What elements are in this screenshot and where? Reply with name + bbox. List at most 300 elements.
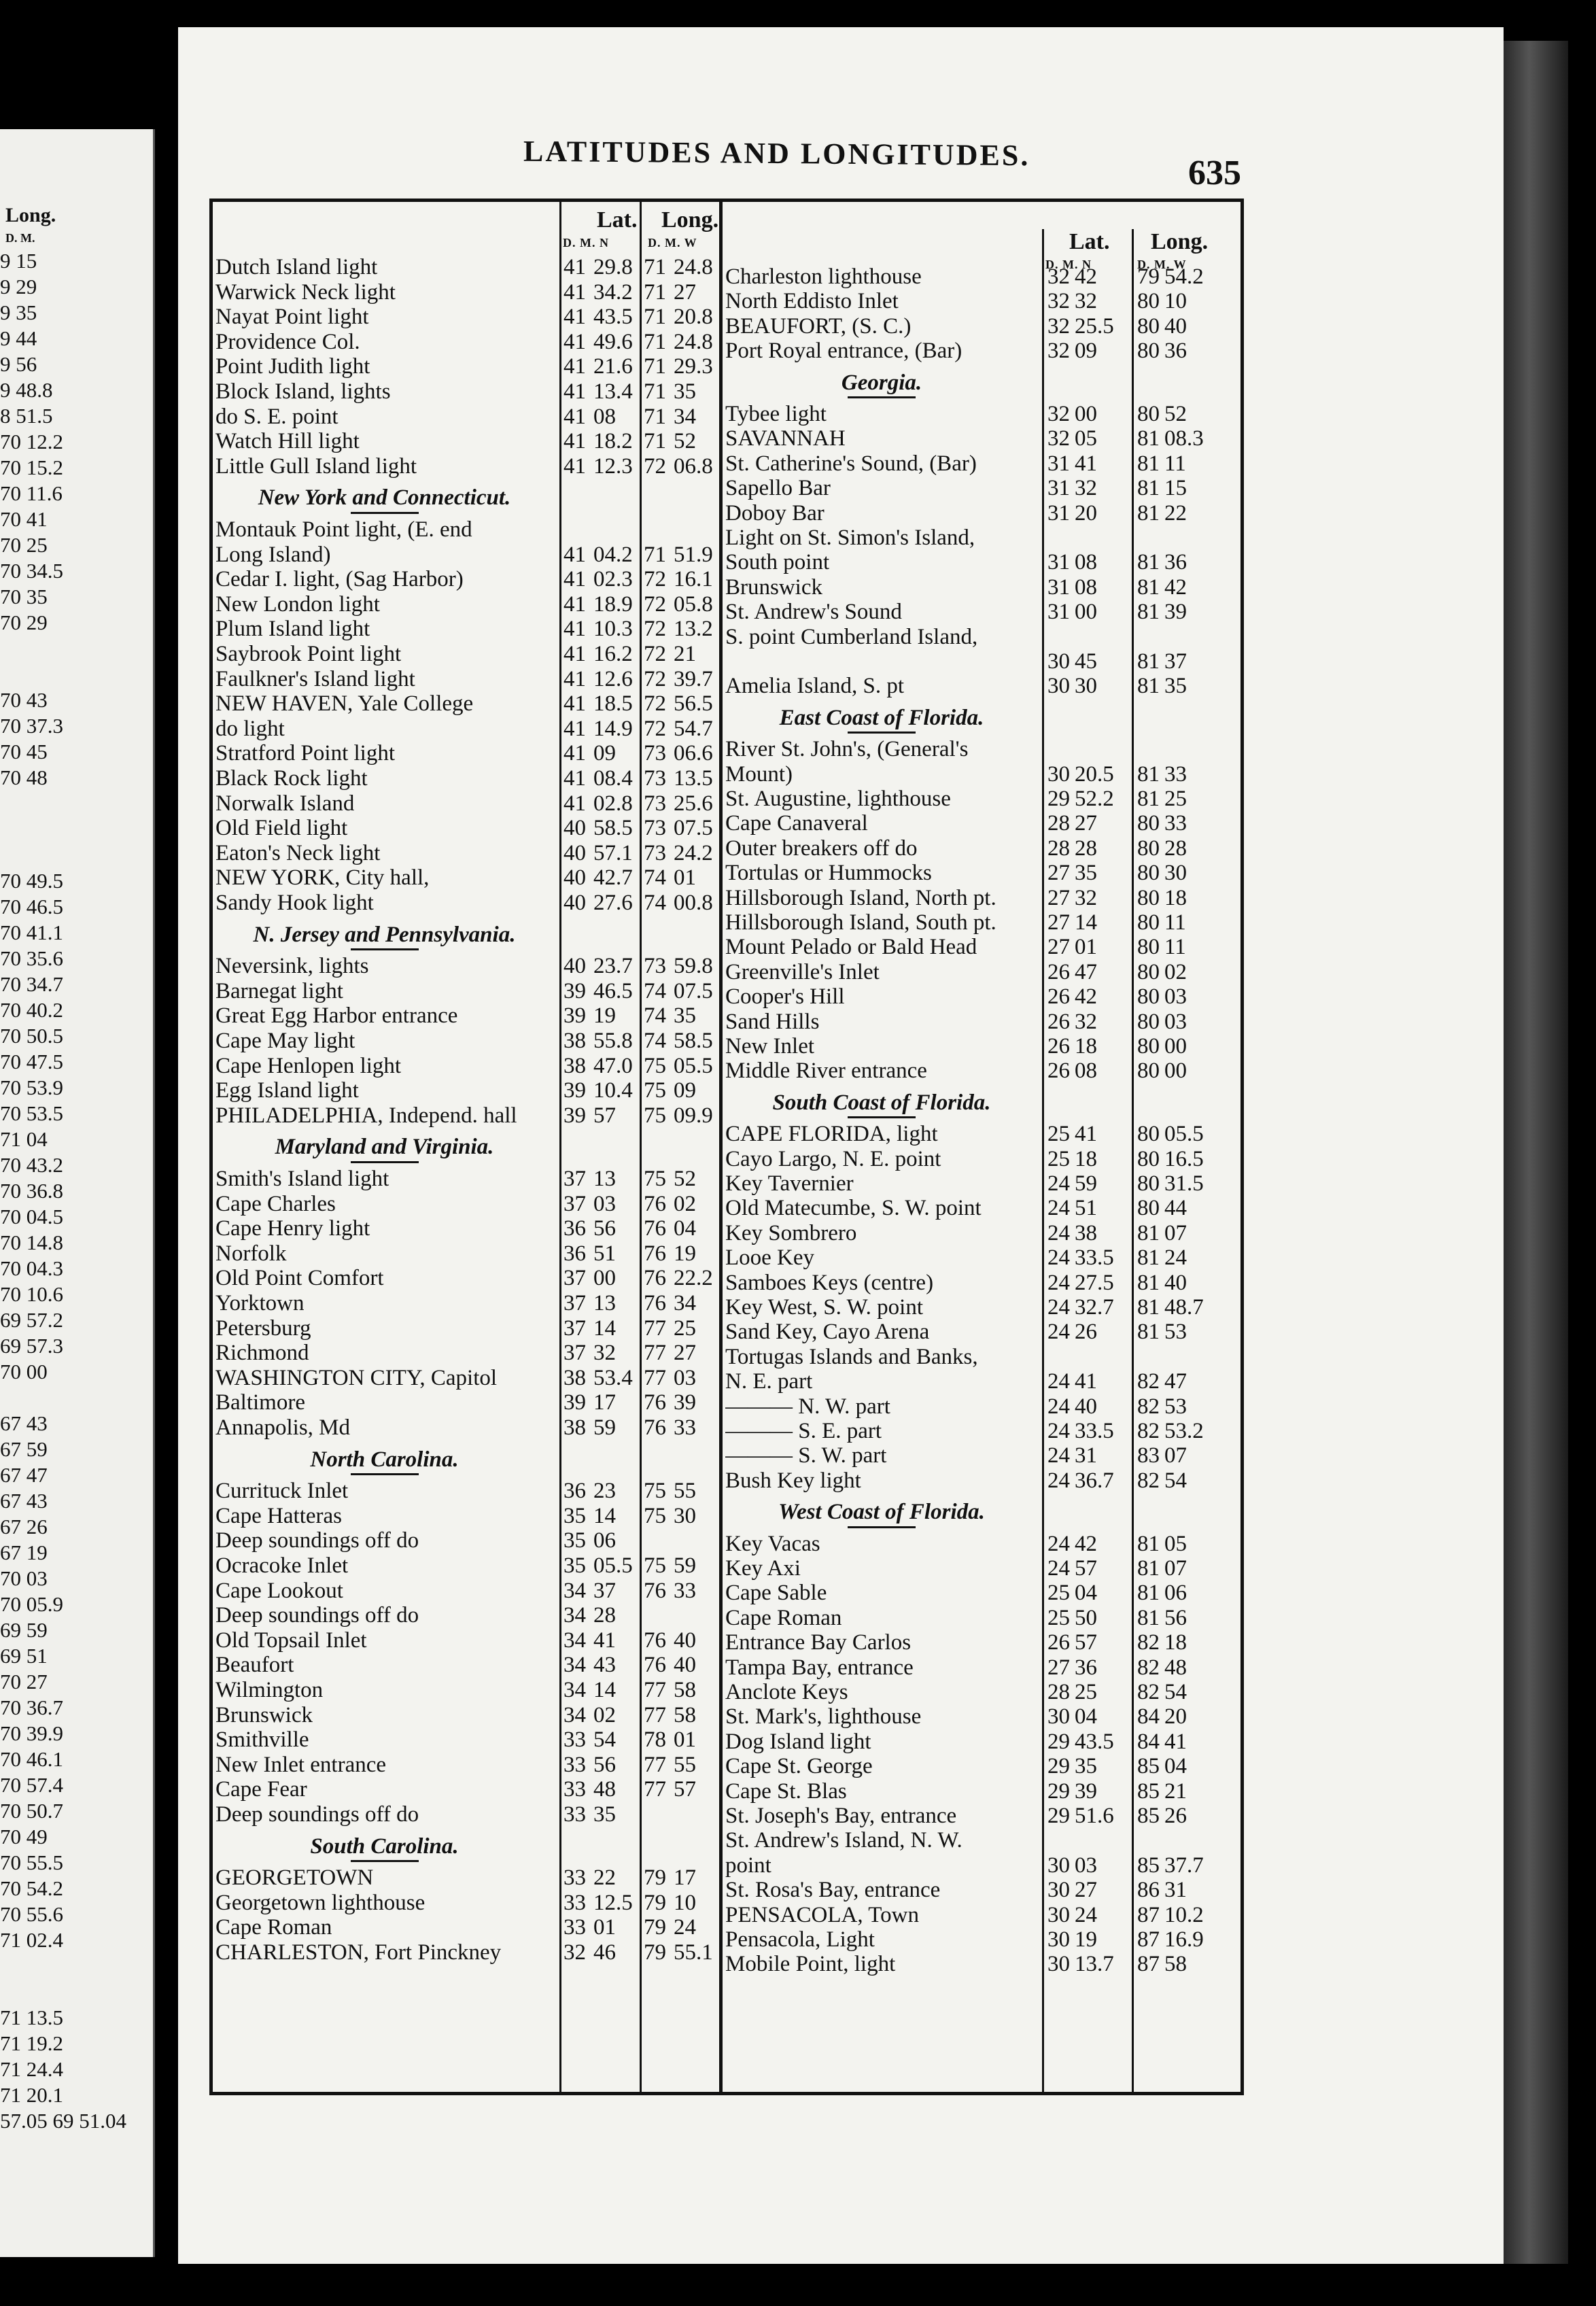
latitude-minutes: 22 <box>593 1865 616 1891</box>
place-name: Sand Hills <box>725 1009 820 1034</box>
place-name: Old Topsail Inlet <box>215 1628 367 1653</box>
table-row <box>213 454 719 479</box>
longitude-degrees: 76 <box>644 1390 666 1415</box>
left-page-value: 70 46.1 <box>0 1747 63 1771</box>
longitude-degrees: 86 <box>1137 1878 1160 1903</box>
latitude-minutes: 41 <box>1075 451 1097 476</box>
place-name: Currituck Inlet <box>215 1479 349 1504</box>
latitude-minutes: 17 <box>593 1390 616 1415</box>
left-page-value: 70 04.5 <box>0 1205 63 1228</box>
latitude-minutes: 13 <box>593 1167 616 1191</box>
longitude-degrees: 79 <box>644 1890 666 1915</box>
latitude-degrees: 25 <box>1047 1146 1070 1171</box>
table-row <box>213 1678 719 1703</box>
longitude-degrees: 81 <box>1137 1531 1160 1556</box>
page-number: 635 <box>1188 154 1241 192</box>
latitude-degrees: 33 <box>563 1802 586 1827</box>
place-name: PHILADELPHIA, Independ. hall <box>215 1103 517 1128</box>
latitude-minutes: 12.3 <box>593 453 633 479</box>
table-column-left <box>213 202 719 2092</box>
table-row <box>213 517 719 543</box>
latitude-minutes: 25.5 <box>1075 313 1114 339</box>
table-row <box>213 865 719 891</box>
longitude-degrees: 71 <box>644 354 666 379</box>
longitude-degrees: 73 <box>644 766 666 791</box>
left-page-value: 70 50.7 <box>0 1799 63 1823</box>
left-page-value: 9 29 <box>0 275 37 298</box>
left-page-value: 70 25 <box>0 533 48 557</box>
latitude-minutes: 32.7 <box>1075 1295 1114 1320</box>
latitude-minutes: 00 <box>1075 600 1097 625</box>
latitude-minutes: 23 <box>593 1479 616 1504</box>
latitude-degrees: 30 <box>1047 1704 1070 1730</box>
left-page-value: 70 03 <box>0 1566 48 1590</box>
lat-header: Lat. <box>1069 229 1110 254</box>
longitude-minutes: 54 <box>1164 1680 1187 1704</box>
longitude-minutes: 56 <box>1164 1605 1187 1630</box>
longitude-minutes: 00 <box>1164 1034 1187 1059</box>
longitude-degrees: 81 <box>1137 574 1160 600</box>
latitude-degrees: 33 <box>563 1727 586 1753</box>
longitude-degrees: 81 <box>1137 1295 1160 1320</box>
place-name: Cape Sable <box>725 1581 827 1606</box>
latitude-degrees: 40 <box>563 891 586 915</box>
longitude-minutes: 25 <box>674 1315 696 1341</box>
table-row <box>723 1704 1241 1730</box>
place-name: Hillsborough Island, South pt. <box>725 910 996 935</box>
place-name: Saybrook Point light <box>215 642 402 666</box>
latitude-degrees: 30 <box>1047 761 1070 787</box>
left-page-value: 70 36.7 <box>0 1696 63 1719</box>
latitude-degrees: 27 <box>1047 910 1070 935</box>
longitude-minutes: 33 <box>674 1578 696 1603</box>
table-row <box>723 402 1241 427</box>
latitude-minutes: 00 <box>593 1266 616 1291</box>
longitude-minutes: 22.2 <box>674 1266 713 1291</box>
section-rule <box>848 396 916 398</box>
left-page-value: 70 34.5 <box>0 559 63 583</box>
latitude-minutes: 01 <box>1075 935 1097 960</box>
latitude-degrees: 24 <box>1047 1419 1070 1443</box>
latitude-degrees: 27 <box>1047 935 1070 960</box>
longitude-degrees: 74 <box>644 978 666 1003</box>
left-page-value: 70 27 <box>0 1670 48 1693</box>
latitude-minutes: 01 <box>593 1915 616 1940</box>
latitude-minutes: 32 <box>593 1341 616 1366</box>
place-name: Sandy Hook light <box>215 891 374 915</box>
latitude-degrees: 35 <box>563 1528 586 1553</box>
longitude-degrees: 81 <box>1137 1245 1160 1271</box>
longitude-degrees: 82 <box>1137 1394 1160 1419</box>
latitude-minutes: 02.8 <box>593 791 633 816</box>
longitude-minutes: 40 <box>674 1653 696 1678</box>
section-heading: N. Jersey and Pennsylvania. <box>253 922 516 947</box>
table-row <box>723 1730 1241 1755</box>
latitude-minutes: 43.5 <box>593 305 633 330</box>
table-row <box>213 543 719 568</box>
table-row <box>723 314 1241 339</box>
longitude-degrees: 81 <box>1137 451 1160 476</box>
place-name: Great Egg Harbor entrance <box>215 1003 458 1029</box>
long-units: D. M. W <box>1137 258 1187 271</box>
left-page-value: 67 43 <box>0 1411 48 1435</box>
longitude-degrees: 82 <box>1137 1369 1160 1394</box>
longitude-minutes: 54 <box>1164 1468 1187 1493</box>
left-page-value: 70 55.6 <box>0 1902 63 1926</box>
latitude-degrees: 36 <box>563 1216 586 1241</box>
place-name: NEW YORK, City hall, <box>215 865 430 891</box>
table-row <box>213 1915 719 1940</box>
place-name: Smith's Island light <box>215 1167 389 1191</box>
table-row <box>213 1341 719 1366</box>
latitude-minutes: 30 <box>1075 674 1097 699</box>
place-name: Tampa Bay, entrance <box>725 1655 914 1680</box>
longitude-degrees: 78 <box>644 1727 666 1753</box>
latitude-minutes: 20.5 <box>1075 761 1114 787</box>
latitude-degrees: 41 <box>563 453 586 479</box>
longitude-degrees: 72 <box>644 691 666 717</box>
left-page-value: 70 49.5 <box>0 869 63 893</box>
longitude-degrees: 80 <box>1137 836 1160 861</box>
longitude-degrees: 82 <box>1137 1419 1160 1443</box>
longitude-minutes: 18 <box>1164 1630 1187 1655</box>
table-row <box>213 1103 719 1129</box>
longitude-minutes: 15 <box>1164 476 1187 501</box>
longitude-minutes: 01 <box>674 865 696 891</box>
longitude-degrees: 72 <box>644 591 666 617</box>
longitude-degrees: 74 <box>644 891 666 915</box>
table-row <box>213 617 719 642</box>
place-name: Pensacola, Light <box>725 1927 875 1952</box>
latitude-minutes: 35 <box>593 1802 616 1827</box>
longitude-degrees: 80 <box>1137 1009 1160 1034</box>
longitude-degrees: 81 <box>1137 649 1160 674</box>
left-page-value: 71 20.1 <box>0 2083 63 2107</box>
longitude-degrees: 87 <box>1137 1902 1160 1927</box>
place-name: North Eddisto Inlet <box>725 289 899 314</box>
table-row <box>213 816 719 841</box>
longitude-minutes: 39.7 <box>674 666 713 691</box>
table-row <box>723 339 1241 364</box>
latitude-minutes: 27.5 <box>1075 1270 1114 1295</box>
place-name: Annapolis, Md <box>215 1415 350 1440</box>
longitude-degrees: 82 <box>1137 1680 1160 1704</box>
longitude-minutes: 39 <box>674 1390 696 1415</box>
latitude-degrees: 37 <box>563 1291 586 1315</box>
longitude-degrees: 79 <box>644 1865 666 1891</box>
place-name: St. Andrew's Sound <box>725 600 902 625</box>
latitude-degrees: 38 <box>563 1053 586 1078</box>
place-name: ——— N. W. part <box>725 1394 890 1419</box>
latitude-degrees: 24 <box>1047 1320 1070 1345</box>
table-row <box>723 426 1241 451</box>
latitude-degrees: 31 <box>1047 500 1070 526</box>
left-page-value: 70 37.3 <box>0 714 63 738</box>
place-name: River St. John's, (General's <box>725 737 969 762</box>
table-row <box>723 1804 1241 1829</box>
latitude-degrees: 32 <box>1047 313 1070 339</box>
latitude-minutes: 48 <box>593 1777 616 1802</box>
longitude-minutes: 10.2 <box>1164 1902 1204 1927</box>
latitude-minutes: 32 <box>1075 289 1097 314</box>
longitude-minutes: 31.5 <box>1164 1171 1204 1196</box>
latitude-minutes: 04.2 <box>593 542 633 567</box>
latitude-degrees: 29 <box>1047 1804 1070 1828</box>
longitude-degrees: 71 <box>644 379 666 404</box>
latitude-degrees: 41 <box>563 691 586 717</box>
place-name: Deep soundings off do <box>215 1603 419 1628</box>
table-column-right <box>723 202 1241 2092</box>
latitude-minutes: 28 <box>1075 836 1097 861</box>
latitude-minutes: 57.1 <box>593 840 633 865</box>
left-page-value: 70 12.2 <box>0 430 63 453</box>
place-name: St. Augustine, lighthouse <box>725 787 951 811</box>
longitude-degrees: 80 <box>1137 1059 1160 1084</box>
longitude-minutes: 17 <box>674 1865 696 1891</box>
latitude-degrees: 41 <box>563 255 586 279</box>
latitude-degrees: 29 <box>1047 1778 1070 1804</box>
latitude-minutes: 13.4 <box>593 379 633 404</box>
latitude-degrees: 24 <box>1047 1556 1070 1581</box>
table-row <box>213 791 719 816</box>
table-row <box>213 1366 719 1391</box>
latitude-minutes: 14 <box>1075 910 1097 935</box>
longitude-minutes: 19 <box>674 1241 696 1266</box>
place-name: Neversink, lights <box>215 954 369 979</box>
latitude-minutes: 53.4 <box>593 1365 633 1390</box>
table-row <box>213 405 719 430</box>
left-page-value: 9 44 <box>0 326 37 350</box>
left-page-value: 70 00 <box>0 1360 48 1383</box>
left-page-value: 71 13.5 <box>0 2006 63 2029</box>
table-row <box>723 1655 1241 1681</box>
place-name: St. Andrew's Island, N. W. <box>725 1828 962 1853</box>
table-row <box>213 1390 719 1415</box>
latitude-minutes: 42 <box>1075 264 1097 289</box>
place-name: Cape Roman <box>725 1605 842 1630</box>
place-name: PENSACOLA, Town <box>725 1902 919 1927</box>
table-row <box>723 1419 1241 1444</box>
longitude-degrees: 80 <box>1137 861 1160 886</box>
latitude-degrees: 34 <box>563 1578 586 1603</box>
longitude-minutes: 11 <box>1164 935 1186 960</box>
latitude-degrees: 39 <box>563 1003 586 1029</box>
longitude-degrees: 80 <box>1137 811 1160 836</box>
section-rule <box>351 1860 419 1862</box>
longitude-degrees: 81 <box>1137 761 1160 787</box>
longitude-minutes: 07.5 <box>674 978 713 1003</box>
longitude-degrees: 71 <box>644 404 666 429</box>
latitude-degrees: 41 <box>563 716 586 741</box>
latitude-minutes: 32 <box>1075 1009 1097 1034</box>
latitude-degrees: 32 <box>1047 339 1070 364</box>
latitude-degrees: 38 <box>563 1029 586 1053</box>
place-name: St. Joseph's Bay, entrance <box>725 1804 957 1828</box>
longitude-minutes: 07.5 <box>674 816 713 841</box>
left-page-value: 67 43 <box>0 1489 48 1513</box>
latitude-minutes: 03 <box>1075 1853 1097 1878</box>
table-row <box>213 1216 719 1241</box>
section-rule <box>848 732 916 734</box>
place-name: Tybee light <box>725 402 827 426</box>
longitude-degrees: 81 <box>1137 674 1160 699</box>
latitude-minutes: 14 <box>593 1503 616 1528</box>
place-name: Yorktown <box>215 1291 305 1315</box>
latitude-degrees: 31 <box>1047 574 1070 600</box>
place-name: Brunswick <box>215 1702 313 1727</box>
place-name: BEAUFORT, (S. C.) <box>725 313 912 339</box>
latitude-minutes: 32 <box>1075 476 1097 501</box>
table-row <box>213 379 719 405</box>
latitude-degrees: 27 <box>1047 885 1070 910</box>
table-row <box>723 1196 1241 1221</box>
left-page-value: 70 35.6 <box>0 946 63 970</box>
place-name: Key Vacas <box>725 1531 820 1556</box>
place-name: NEW HAVEN, Yale College <box>215 691 474 717</box>
longitude-minutes: 52 <box>674 429 696 454</box>
table-row <box>723 935 1241 960</box>
left-page-value: 70 35 <box>0 585 48 608</box>
latitude-degrees: 39 <box>563 1103 586 1128</box>
longitude-minutes: 34 <box>674 1291 696 1315</box>
table-row <box>723 476 1241 501</box>
table-row <box>723 910 1241 935</box>
place-name: Egg Island light <box>215 1078 359 1103</box>
table-row <box>213 741 719 766</box>
latitude-degrees: 41 <box>563 279 586 305</box>
section-rule <box>351 512 419 514</box>
latitude-degrees: 41 <box>563 642 586 666</box>
latitude-degrees: 39 <box>563 1078 586 1103</box>
latitude-degrees: 30 <box>1047 649 1070 674</box>
left-page-value: 70 14.8 <box>0 1231 63 1254</box>
longitude-minutes: 07 <box>1164 1556 1187 1581</box>
table-row <box>213 429 719 454</box>
longitude-degrees: 80 <box>1137 885 1160 910</box>
place-name: Hillsborough Island, North pt. <box>725 885 996 910</box>
table-row <box>213 1579 719 1604</box>
latitude-degrees: 38 <box>563 1365 586 1390</box>
longitude-degrees: 81 <box>1137 1581 1160 1606</box>
left-page-value: 67 19 <box>0 1541 48 1564</box>
longitude-degrees: 74 <box>644 1003 666 1029</box>
place-name: ——— S. E. part <box>725 1419 882 1443</box>
latitude-minutes: 14.9 <box>593 716 633 741</box>
longitude-minutes: 53 <box>1164 1394 1187 1419</box>
latitude-degrees: 34 <box>563 1702 586 1727</box>
longitude-minutes: 00.8 <box>674 891 713 915</box>
latitude-degrees: 30 <box>1047 1927 1070 1952</box>
section-heading: Georgia. <box>841 370 922 395</box>
longitude-degrees: 76 <box>644 1216 666 1241</box>
longitude-minutes: 03 <box>1164 1009 1187 1034</box>
longitude-minutes: 52 <box>1164 402 1187 426</box>
longitude-degrees: 74 <box>644 1029 666 1053</box>
latitude-minutes: 39 <box>1075 1778 1097 1804</box>
left-page-value: 69 51 <box>0 1644 48 1668</box>
left-page-value: 70 43.2 <box>0 1153 63 1177</box>
latitude-minutes: 24 <box>1075 1902 1097 1927</box>
longitude-degrees: 77 <box>644 1752 666 1777</box>
longitude-degrees: 74 <box>644 865 666 891</box>
table-row <box>723 1034 1241 1059</box>
place-name: Stratford Point light <box>215 741 395 766</box>
left-page-value: 70 34.7 <box>0 972 63 996</box>
left-page-value: 67 59 <box>0 1437 48 1461</box>
table-row <box>213 1415 719 1441</box>
longitude-minutes: 51.9 <box>674 542 713 567</box>
table-row <box>213 567 719 592</box>
table-row <box>723 1221 1241 1246</box>
left-page-value: 70 04.3 <box>0 1256 63 1280</box>
latitude-minutes: 08 <box>593 404 616 429</box>
longitude-minutes: 27 <box>674 279 696 305</box>
latitude-minutes: 31 <box>1075 1443 1097 1468</box>
latitude-degrees: 24 <box>1047 1443 1070 1468</box>
latitude-degrees: 27 <box>1047 1655 1070 1680</box>
latitude-minutes: 14 <box>593 1678 616 1702</box>
longitude-minutes: 40 <box>1164 1270 1187 1295</box>
longitude-degrees: 73 <box>644 954 666 979</box>
latitude-degrees: 36 <box>563 1479 586 1504</box>
longitude-minutes: 21 <box>674 642 696 666</box>
latitude-minutes: 57 <box>1075 1630 1097 1655</box>
left-page-value: 70 47.5 <box>0 1050 63 1073</box>
longitude-minutes: 24.2 <box>674 840 713 865</box>
table-row <box>723 1443 1241 1468</box>
latitude-degrees: 27 <box>1047 861 1070 886</box>
place-name: New London light <box>215 591 380 617</box>
latitude-degrees: 41 <box>563 791 586 816</box>
latitude-degrees: 30 <box>1047 1878 1070 1903</box>
table-row <box>213 1241 719 1267</box>
table-row <box>723 501 1241 526</box>
longitude-minutes: 30 <box>674 1503 696 1528</box>
place-name: Cape Lookout <box>215 1578 343 1603</box>
left-page-value: 70 29 <box>0 610 48 634</box>
table-row <box>723 960 1241 985</box>
longitude-degrees: 73 <box>644 741 666 766</box>
table-row <box>723 1245 1241 1271</box>
longitude-degrees: 84 <box>1137 1704 1160 1730</box>
longitude-minutes: 58 <box>674 1678 696 1702</box>
latitude-minutes: 59 <box>593 1415 616 1440</box>
place-name: Petersburg <box>215 1315 311 1341</box>
latitude-degrees: 39 <box>563 1390 586 1415</box>
longitude-degrees: 72 <box>644 617 666 642</box>
latitude-minutes: 56 <box>593 1752 616 1777</box>
latitude-degrees: 24 <box>1047 1295 1070 1320</box>
table-row <box>723 1295 1241 1320</box>
left-page-value: 67 26 <box>0 1515 48 1538</box>
place-name: Cayo Largo, N. E. point <box>725 1146 941 1171</box>
place-name: Ocracoke Inlet <box>215 1553 349 1578</box>
left-page-value: 9 48.8 <box>0 378 53 402</box>
left-page-value: 67 47 <box>0 1463 48 1487</box>
longitude-degrees: 71 <box>644 429 666 454</box>
latitude-degrees: 37 <box>563 1315 586 1341</box>
place-name: Deep soundings off do <box>215 1528 419 1553</box>
table-row <box>723 264 1241 290</box>
left-page-value: 70 15.2 <box>0 455 63 479</box>
longitude-minutes: 47 <box>1164 1369 1187 1394</box>
left-page-value: 70 46.5 <box>0 895 63 918</box>
longitude-degrees: 76 <box>644 1191 666 1216</box>
place-name: Cape Hatteras <box>215 1503 342 1528</box>
longitude-minutes: 02 <box>674 1191 696 1216</box>
longitude-minutes: 35 <box>674 1003 696 1029</box>
table-row <box>723 1630 1241 1655</box>
